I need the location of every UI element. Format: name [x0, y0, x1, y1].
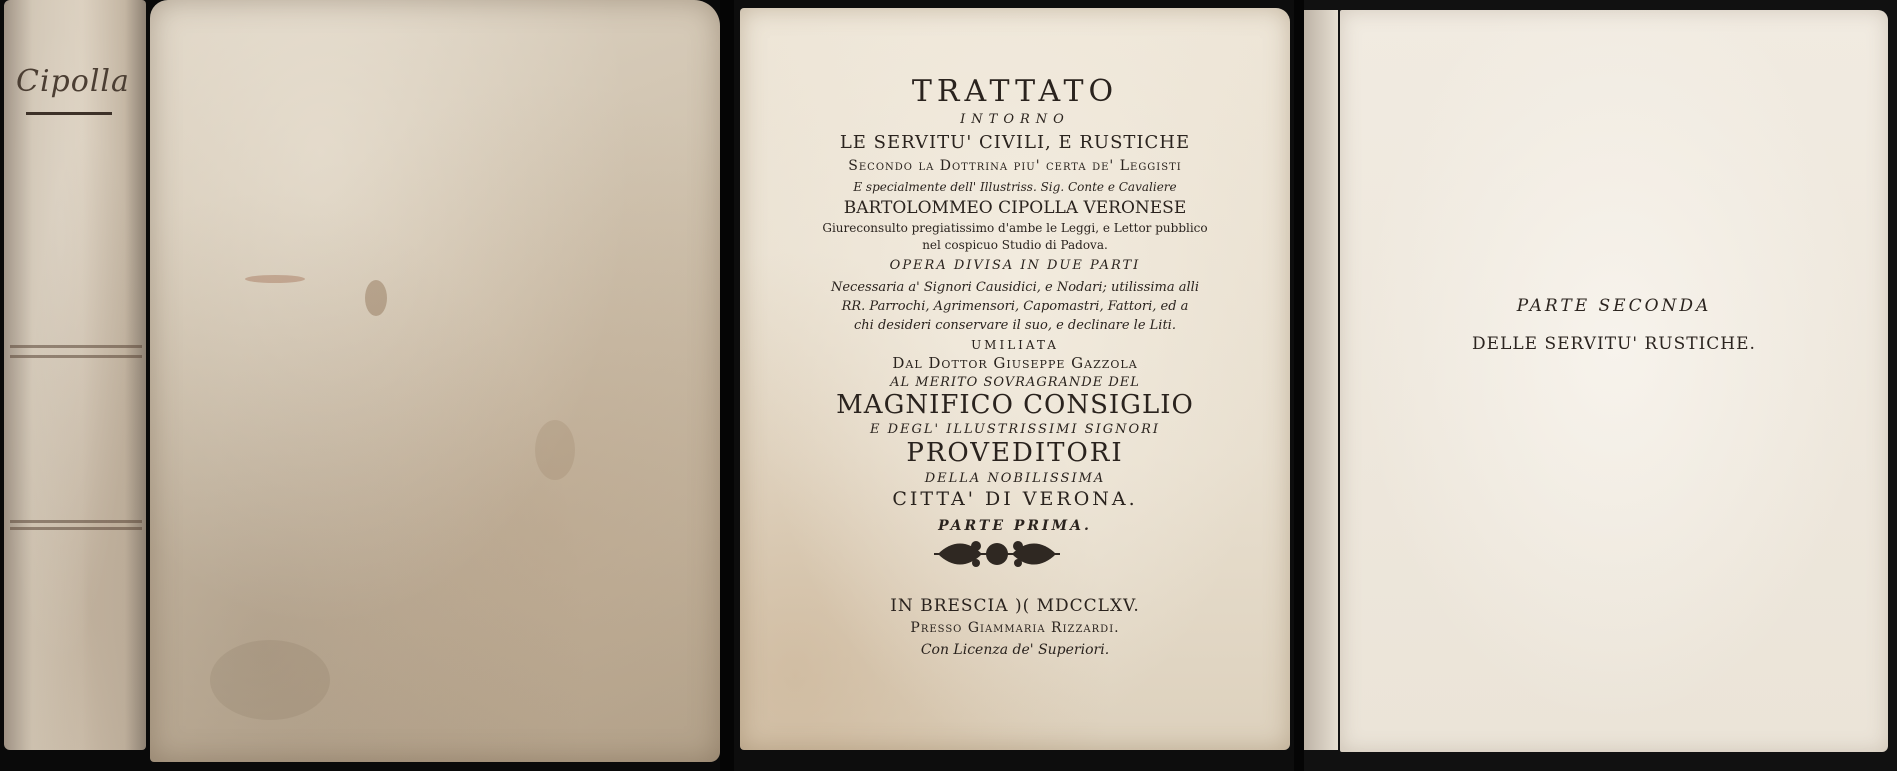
doctrine-line: Secondo la Dottrina piu' certa de' Leggisti: [848, 158, 1182, 174]
dedicator-line: Dal Dottor Giuseppe Gazzola: [892, 354, 1138, 372]
opera-line: OPERA DIVISA IN DUE PARTI: [889, 258, 1141, 273]
spine-band: [10, 527, 142, 530]
imprint-place-date: IN BRESCIA )( MDCCLXV.: [890, 596, 1140, 616]
author-name: BARTOLOMMEO CIPOLLA VERONESE: [843, 198, 1187, 218]
imprint-licence: Con Licenza de' Superiori.: [920, 642, 1110, 658]
necessaria-line: chi desideri conservare il suo, e declinare le Liti.: [854, 318, 1176, 333]
della-nobilissima-line: DELLA NOBILISSIMA: [924, 471, 1106, 486]
spine-rule: [26, 112, 112, 115]
author-description: Giureconsulto pregiatissimo d'ambe le Leggi, e Lettor pubblico: [822, 221, 1208, 235]
title: TRATTATO: [911, 74, 1119, 109]
spine-title-author: Cipolla: [16, 64, 130, 99]
intorno-text: INTORNO: [960, 112, 1070, 127]
part-two-page-photo: [1304, 0, 1897, 771]
book-spine: [4, 0, 146, 750]
necessaria-line: Necessaria a' Signori Causidici, e Nodari; utilissima alli: [830, 280, 1199, 295]
part-two-subheading: DELLE SERVITU' RUSTICHE.: [1472, 334, 1756, 354]
spine-band: [10, 520, 142, 523]
al-merito-line: AL MERITO SOVRAGRANDE DEL: [890, 375, 1140, 390]
magnifico-consiglio: MAGNIFICO CONSIGLIO: [836, 390, 1194, 420]
umiliata-line: UMILIATA: [971, 338, 1059, 352]
author-description: nel cospicuo Studio di Padova.: [922, 238, 1108, 252]
citta-di-verona: CITTA' DI VERONA.: [892, 488, 1138, 510]
book-cover-photo: [0, 0, 720, 771]
imprint-printer: Presso Giammaria Rizzardi.: [910, 620, 1120, 636]
cover-stain: [210, 640, 330, 720]
floral-ornament-icon: [932, 534, 1062, 574]
especially-line: E specialmente dell' Illustriss. Sig. Conte e Cavaliere: [853, 180, 1177, 194]
title-page: [740, 8, 1290, 750]
title-page-photo: [734, 0, 1294, 771]
parte-prima: PARTE PRIMA.: [938, 518, 1092, 534]
cover-stain: [365, 280, 387, 316]
proveditori: PROVEDITORI: [906, 438, 1124, 468]
part-two-page: [1340, 10, 1888, 752]
part-two-heading: PARTE SECONDA: [1516, 296, 1712, 316]
spine-band: [10, 345, 142, 348]
necessaria-line: RR. Parrochi, Agrimensori, Capomastri, Fattori, ed a: [841, 299, 1189, 314]
vellum-front-cover: [150, 0, 720, 762]
spine-band: [10, 355, 142, 358]
cover-stain: [535, 420, 575, 480]
degl-illustrissimi-line: E DEGL' ILLUSTRISSIMI SIGNORI: [869, 422, 1161, 437]
cover-stain: [245, 275, 305, 283]
subject-line: LE SERVITU' CIVILI, E RUSTICHE: [839, 132, 1191, 153]
page-edge: [1304, 10, 1338, 750]
